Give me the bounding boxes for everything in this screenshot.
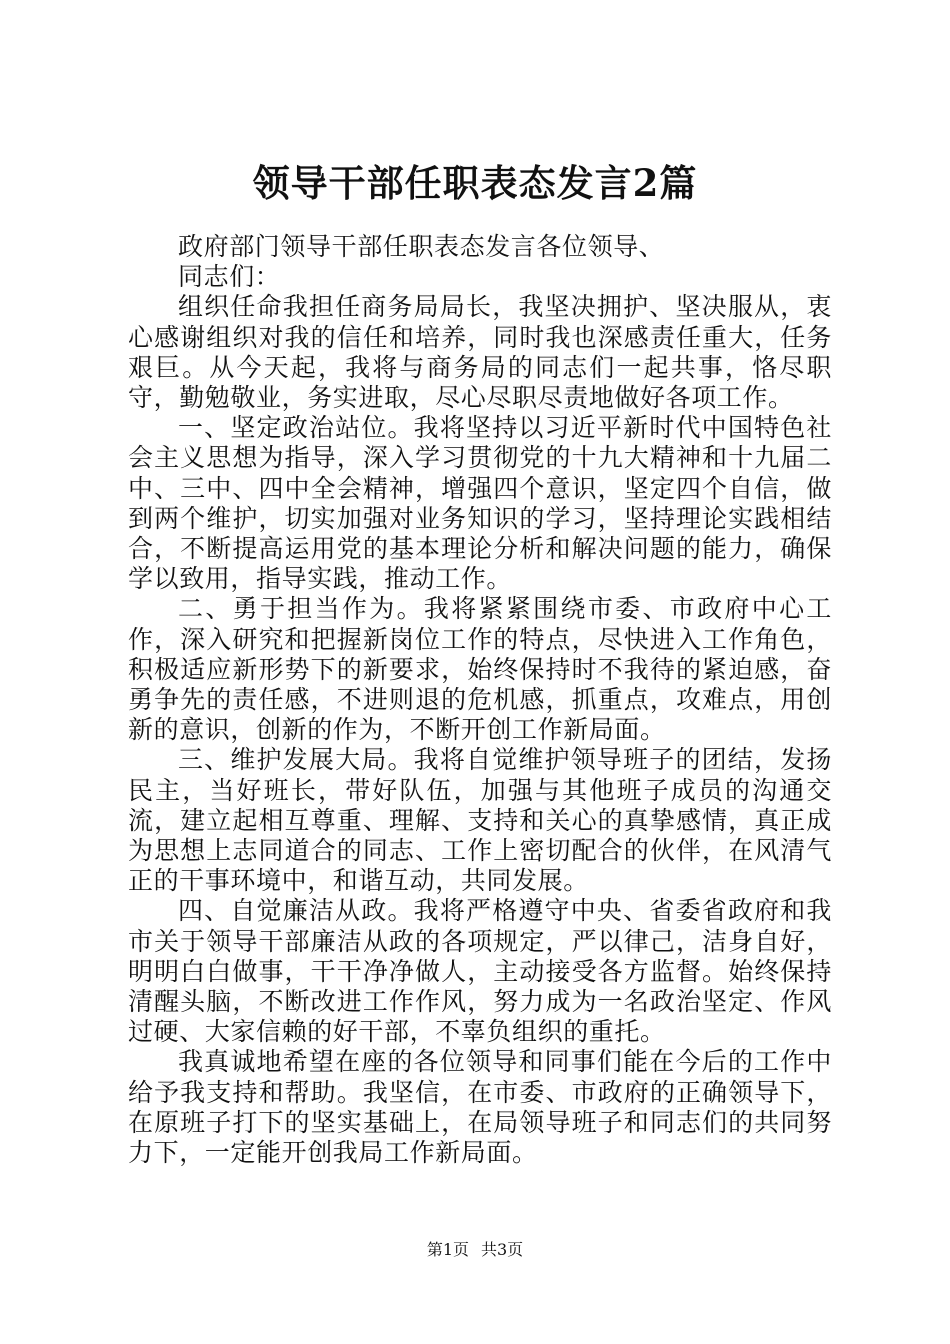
page-footer <box>0 1240 950 1260</box>
paragraph-point-4: 四、自觉廉洁从政。我将严格遵守中央、省委省政府和我市关于领导干部廉洁从政的各项规定，严以律己，洁身自好，明明白白做事，干干净净做人，主动接受各方监督。始终保持清醒头脑，不断改进工作作风，努力成为一名政治坚定、作风过硬、大家信赖的好干部，不辜负组织的重托。 <box>128 896 832 1047</box>
paragraph-salutation: 政府部门领导干部任职表态发言各位领导、 <box>178 232 665 261</box>
paragraph-closing: 我真诚地希望在座的各位领导和同事们能在今后的工作中给予我支持和帮助。我坚信，在市委、市政府的正确领导下，在原班子打下的坚实基础上，在局领导班子和同志们的共同努力下，一定能开创我局工作新局面。 <box>128 1047 832 1168</box>
paragraph-point-1: 一、坚定政治站位。我将坚持以习近平新时代中国特色社会主义思想为指导，深入学习贯彻党的十九大精神和十九届二中、三中、四中全会精神，增强四个意识，坚定四个自信，做到两个维护，切实加强对业务知识的学习，坚持理论实践相结合，不断提高运用党的基本理论分析和解决问题的能力，确保学以致用，指导实践，推动工作。 <box>128 413 832 594</box>
document-title: 领导干部任职表态发言2篇 <box>252 161 698 205</box>
paragraph-salutation-cont: 同志们： <box>178 262 281 292</box>
page-total: 共3页 <box>481 1240 524 1259</box>
document-body <box>128 232 832 1168</box>
paragraph-intro: 组织任命我担任商务局局长，我坚决拥护、坚决服从，衷心感谢组织对我的信任和培养，同时我也深感责任重大，任务艰巨。从今天起，我将与商务局的同志们一起共事，恪尽职守，勤勉敬业，务实进取，尽心尽职尽责地做好各项工作。 <box>128 292 832 413</box>
page-number: 第1页 <box>426 1240 469 1259</box>
paragraph-point-3: 三、维护发展大局。我将自觉维护领导班子的团结，发扬民主，当好班长，带好队伍，加强与其他班子成员的沟通交流，建立起相互尊重、理解、支持和关心的真挚感情，真正成为思想上志同道合的同志、工作上密切配合的伙伴，在风清气正的干事环境中，和谐互动，共同发展。 <box>128 745 832 896</box>
paragraph-point-2: 二、勇于担当作为。我将紧紧围绕市委、市政府中心工作，深入研究和把握新岗位工作的特点，尽快进入工作角色，积极适应新形势下的新要求，始终保持时不我待的紧迫感，奋勇争先的责任感，不进则退的危机感，抓重点，攻难点，用创新的意识，创新的作为，不断开创工作新局面。 <box>128 594 832 745</box>
